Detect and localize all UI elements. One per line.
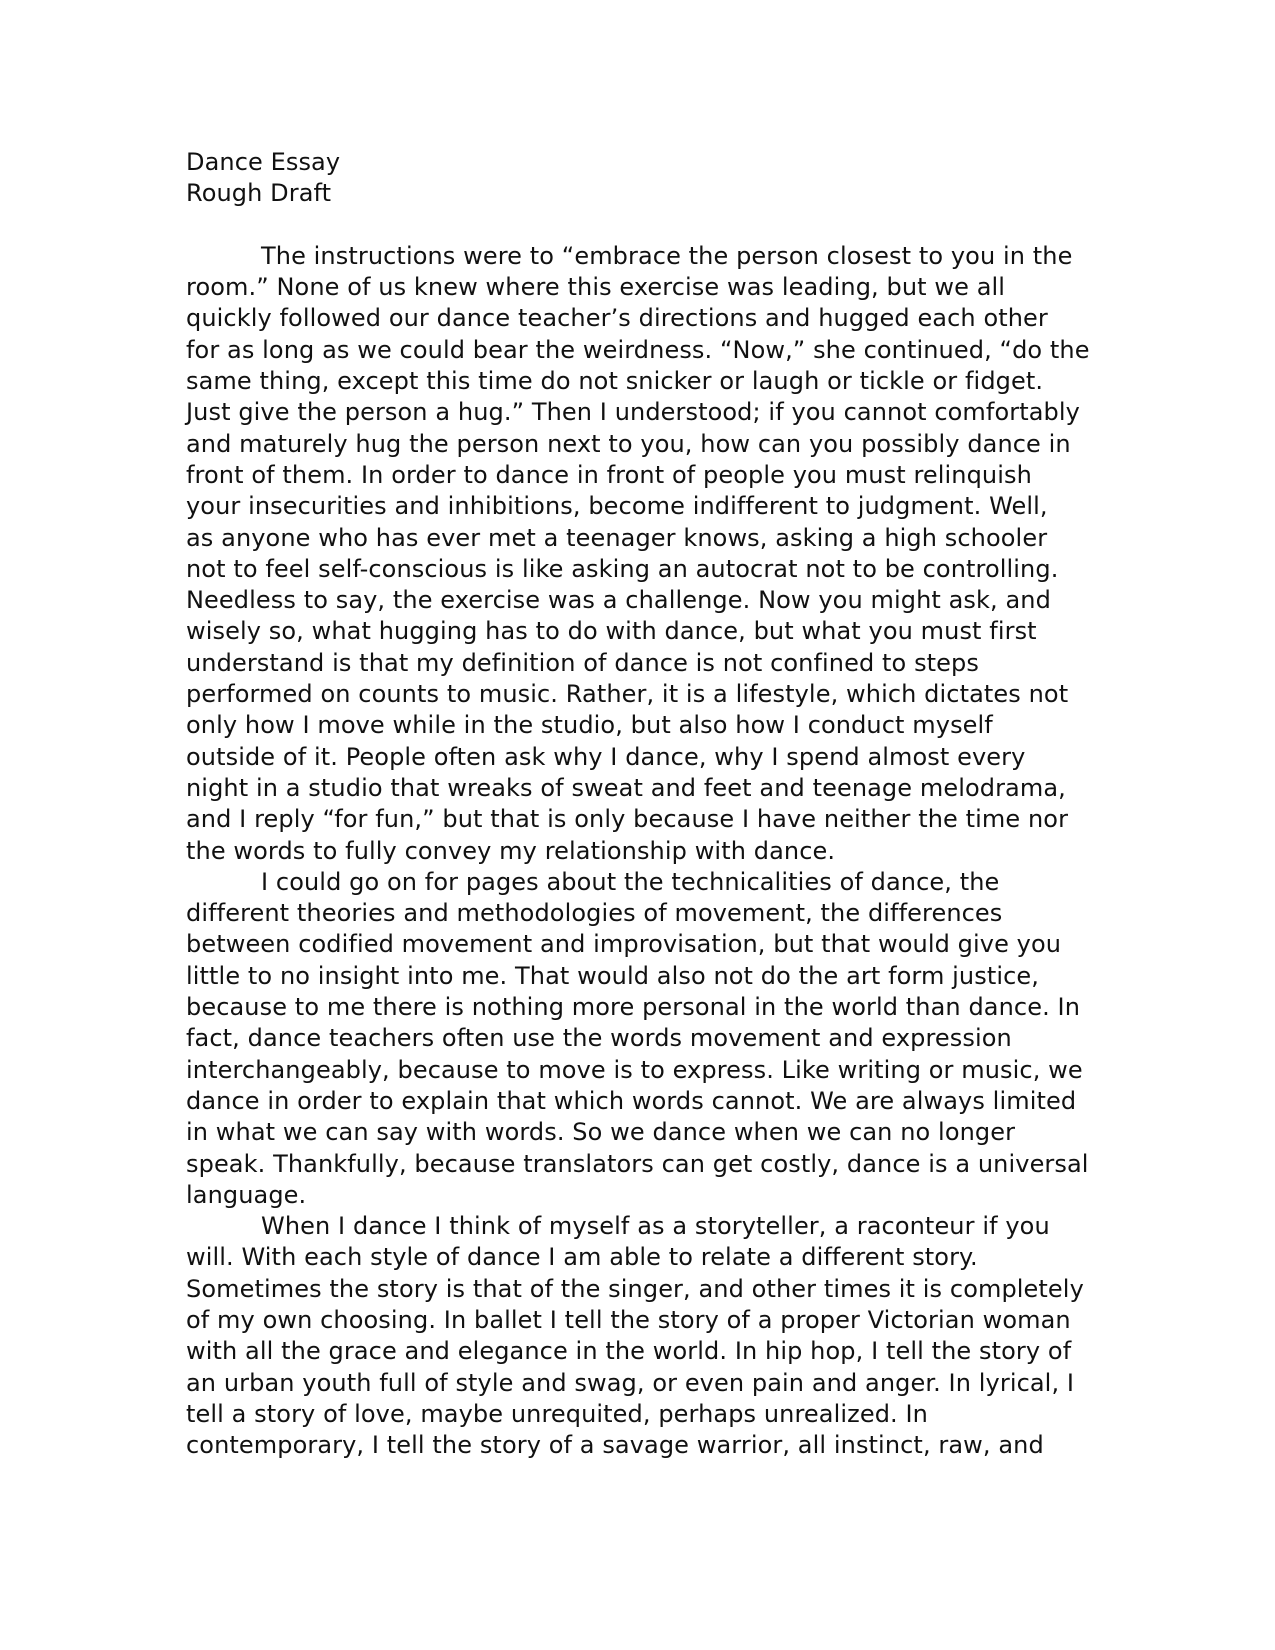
paragraph-line: room.” None of us knew where this exercise was leading, but we all [186, 273, 1006, 302]
paragraph-line: for as long as we could bear the weirdness. “Now,” she continued, “do the [186, 335, 1090, 364]
document-subtitle: Rough Draft [186, 179, 332, 208]
paragraph-line: and I reply “for fun,” but that is only because I have neither the time nor [186, 805, 1069, 834]
paragraph-line: not to feel self-conscious is like asking an autocrat not to be controlling. [186, 554, 1059, 583]
paragraph-line: tell a story of love, maybe unrequited, perhaps unrealized. In [186, 1399, 928, 1428]
paragraph-line: front of them. In order to dance in front of people you must relinquish [186, 460, 1032, 489]
paragraph-line: quickly followed our dance teacher’s directions and hugged each other [186, 304, 1048, 333]
paragraph-line: same thing, except this time do not snicker or laugh or tickle or fidget. [186, 367, 1044, 396]
paragraph-line: between codified movement and improvisation, but that would give you [186, 930, 1062, 959]
essay-paragraph [186, 241, 1090, 867]
paragraph-line: as anyone who has ever met a teenager knows, asking a high schooler [186, 523, 1048, 552]
paragraph-line: fact, dance teachers often use the words movement and expression [186, 1024, 1012, 1053]
paragraph-line: different theories and methodologies of movement, the differences [186, 899, 1003, 928]
paragraph-line: The instructions were to “embrace the person closest to you in the [261, 241, 1073, 270]
paragraph-line: with all the grace and elegance in the world. In hip hop, I tell the story of [186, 1337, 1072, 1366]
paragraph-line: will. With each style of dance I am able to relate a different story. [186, 1243, 978, 1272]
paragraph-line: Just give the person a hug.” Then I understood; if you cannot comfortably [186, 398, 1080, 427]
paragraph-line: your insecurities and inhibitions, become indifferent to judgment. Well, [186, 492, 1048, 521]
paragraph-line: of my own choosing. In ballet I tell the story of a proper Victorian woman [186, 1305, 1071, 1334]
paragraph-line: the words to fully convey my relationship with dance. [186, 836, 836, 865]
paragraph-line: Needless to say, the exercise was a challenge. Now you might ask, and [186, 586, 1051, 615]
paragraph-line: little to no insight into me. That would also not do the art form justice, [186, 961, 1040, 990]
blank-line [186, 210, 1086, 241]
paragraph-line: When I dance I think of myself as a storyteller, a raconteur if you [261, 1212, 1050, 1241]
paragraph-line: wisely so, what hugging has to do with dance, but what you must first [186, 617, 1037, 646]
paragraph-line: night in a studio that wreaks of sweat and feet and teenage melodrama, [186, 773, 1066, 802]
paragraph-line: because to me there is nothing more personal in the world than dance. In [186, 993, 1081, 1022]
essay-content [186, 147, 1090, 1461]
paragraph-line: Sometimes the story is that of the singer, and other times it is completely [186, 1274, 1084, 1303]
paragraph-line: an urban youth full of style and swag, or even pain and anger. In lyrical, I [186, 1368, 1075, 1397]
paragraph-line: interchangeably, because to move is to express. Like writing or music, we [186, 1055, 1083, 1084]
paragraph-line: only how I move while in the studio, but also how I conduct myself [186, 711, 993, 740]
document-title: Dance Essay [186, 148, 341, 176]
essay-body [186, 241, 1090, 1462]
paragraph-line: speak. Thankfully, because translators can get costly, dance is a universal [186, 1149, 1089, 1178]
paragraph-line: language. [186, 1180, 307, 1209]
paragraph-line: understand is that my definition of dance is not confined to steps [186, 648, 979, 677]
paragraph-line: in what we can say with words. So we dance when we can no longer [186, 1118, 1016, 1147]
essay-paragraph [186, 867, 1089, 1211]
paragraph-line: dance in order to explain that which words cannot. We are always limited [186, 1086, 1077, 1115]
paragraph-line: performed on counts to music. Rather, it is a lifestyle, which dictates not [186, 680, 1069, 709]
paragraph-line: I could go on for pages about the technicalities of dance, the [261, 867, 1000, 896]
paragraph-line: and maturely hug the person next to you, how can you possibly dance in [186, 429, 1071, 458]
paragraph-line: contemporary, I tell the story of a savage warrior, all instinct, raw, and [186, 1431, 1044, 1460]
essay-paragraph [186, 1211, 1086, 1461]
paragraph-line: outside of it. People often ask why I dance, why I spend almost every [186, 742, 1026, 771]
